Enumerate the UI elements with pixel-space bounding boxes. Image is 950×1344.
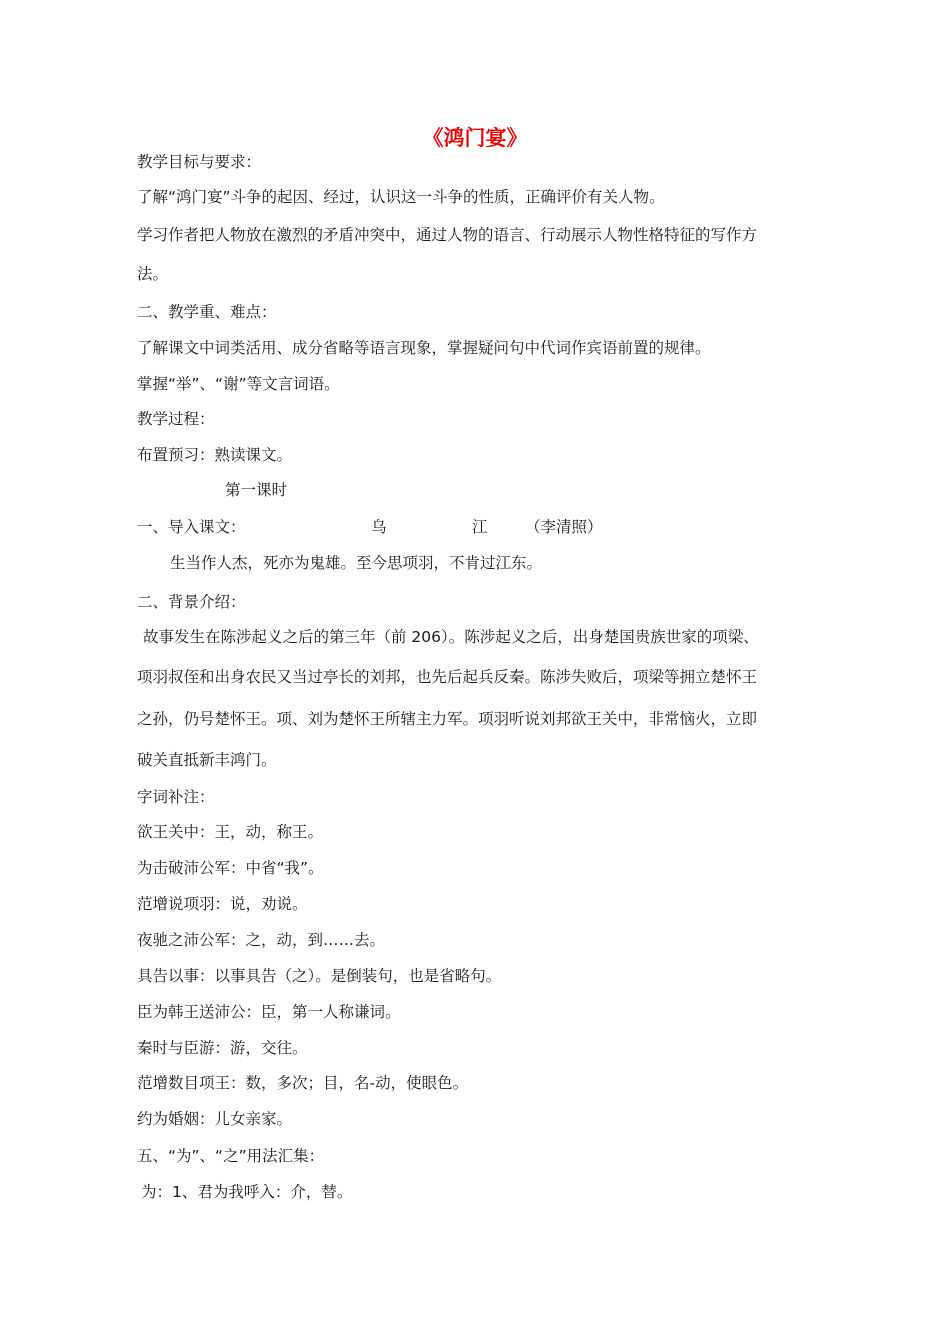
section-heading: 二、背景介绍： [137,593,246,611]
note-item: 夜驰之沛公军：之，动，到……去。 [137,931,386,949]
note-item: 秦时与臣游：游，交往。 [137,1039,308,1057]
poem-intro-line [137,517,837,537]
section-heading: 字词补注： [137,788,215,806]
note-item: 范增说项羽：说，劝说。 [137,895,308,913]
paragraph: 故事发生在陈涉起义之后的第三年（前 206）。陈涉起义之后，出身楚国贵族世家的项梁、 [143,628,759,646]
paragraph: 了解“鸿门宴”斗争的起因、经过，认识这一斗争的性质，正确评价有关人物。 [137,188,665,206]
section-heading: 五、“为”、“之”用法汇集： [137,1147,325,1165]
paragraph: 布置预习：熟读课文。 [137,446,293,464]
note-item: 范增数目项王：数，多次；目，名-动，使眼色。 [137,1074,469,1092]
poem-title-char-1: 乌 [371,518,387,536]
paragraph: 教学目标与要求： [137,153,262,171]
note-item: 具告以事：以事具告（之）。是倒装句，也是省略句。 [137,967,502,985]
lesson-heading: 第一课时 [225,481,288,499]
poem-label: 一、导入课文： [137,518,246,536]
section-heading: 二、教学重、难点： [137,303,277,321]
paragraph: 掌握“举”、“谢”等文言词语。 [137,375,340,393]
note-item: 欲王关中：王，动，称王。 [137,823,324,841]
poem-author: （李清照） [525,518,603,536]
paragraph: 破关直抵新丰鸿门。 [137,751,277,769]
document-title: 《鸿门宴》 [422,126,528,150]
note-item: 约为婚姻：儿女亲家。 [137,1110,293,1128]
paragraph: 学习作者把人物放在激烈的矛盾冲突中，通过人物的语言、行动展示人物性格特征的写作方 [137,226,758,244]
section-heading: 教学过程： [137,410,215,428]
paragraph: 法。 [137,265,169,283]
poem-text: 生当作人杰，死亦为鬼雄。至今思项羽，不肯过江东。 [170,554,543,572]
note-item: 臣为韩王送沛公：臣，第一人称谦词。 [137,1003,401,1021]
paragraph: 项羽叔侄和出身农民又当过亭长的刘邦，也先后起兵反秦。陈涉失败后，项梁等拥立楚怀王 [137,668,758,686]
note-item: 为：1、君为我呼入：介，替。 [141,1183,353,1201]
paragraph: 之孙，仍号楚怀王。项、刘为楚怀王所辖主力军。项羽听说刘邦欲王关中，非常恼火，立即 [137,710,758,728]
poem-title-char-2: 江 [472,518,488,536]
note-item: 为击破沛公军：中省“我”。 [137,859,324,877]
paragraph: 了解课文中词类活用、成分省略等语言现象，掌握疑问句中代词作宾语前置的规律。 [137,339,711,357]
